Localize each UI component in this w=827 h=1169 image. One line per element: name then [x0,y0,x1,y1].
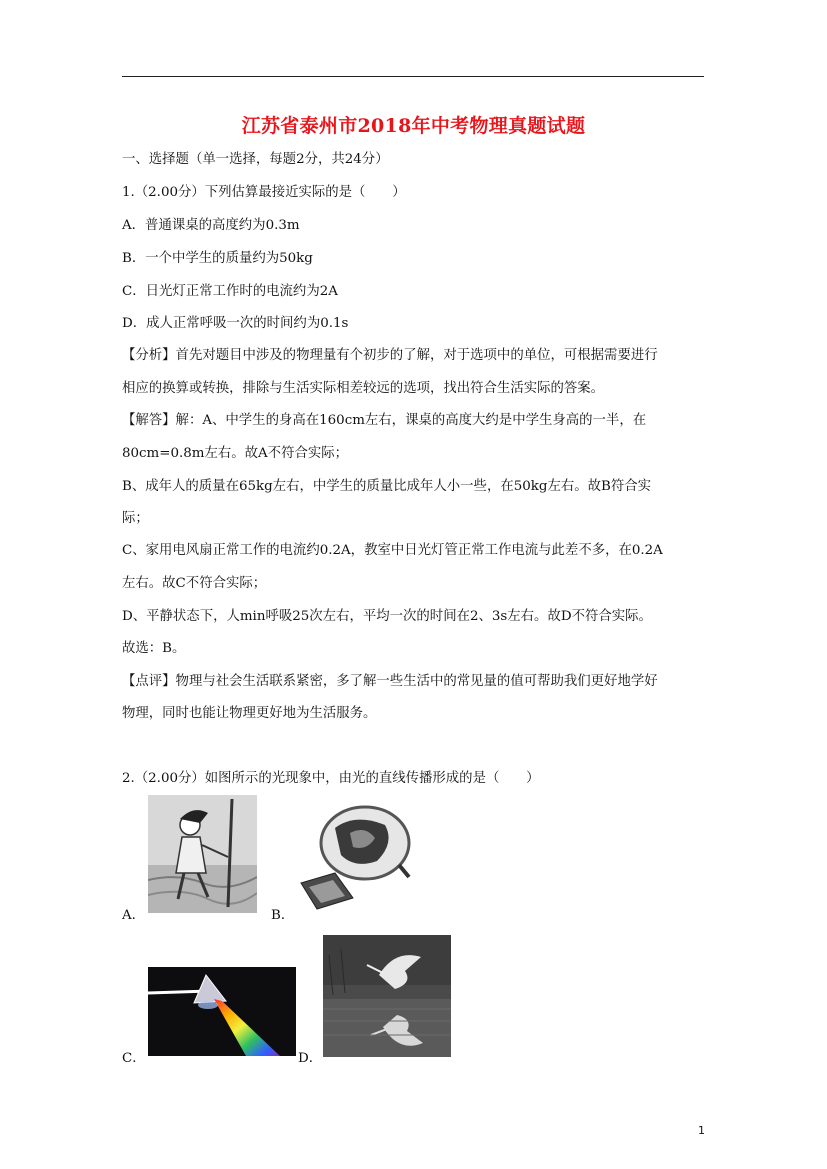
q1-solution-line: C、家用电风扇正常工作的电流约0.2A，教室中日光灯管正常工作电流与此差不多，在0.2A [122,543,663,558]
section-heading: 一、选择题（单一选择，每题2分，共24分） [122,152,389,167]
q2-image-a [148,795,257,913]
q1-solution-line: 左右。故C不符合实际； [122,576,267,591]
q2-image-b [295,803,415,913]
q2-label-c: C． [122,1051,146,1066]
q1-solution-line: 80cm=0.8m左右。故A不符合实际； [122,446,349,461]
q2-label-d: D． [298,1051,323,1066]
q1-stem: 1.（2.00分）下列估算最接近实际的是（ ） [122,185,406,200]
q2-label-b: B． [271,908,295,923]
q1-analysis-line: 【分析】首先对题目中涉及的物理量有个初步的了解，对于选项中的单位，可根据需要进行 [122,348,658,363]
header-rule [122,76,704,77]
q2-image-d [323,935,451,1057]
q2-image-c [148,967,296,1056]
q1-option-c: C．日光灯正常工作时的电流约为2A [122,284,338,299]
q1-option-a: A．普通课桌的高度约为0.3m [122,218,300,233]
q1-comment-line: 物理，同时也能让物理更好地为生活服务。 [122,706,377,721]
q1-option-b: B．一个中学生的质量约为50kg [122,251,313,266]
page-title: 江苏省泰州市2018年中考物理真题试题 [241,115,586,137]
q1-analysis-line: 相应的换算或转换，排除与生活实际相差较远的选项，找出符合生活实际的答案。 [122,381,605,396]
q1-option-d: D．成人正常呼吸一次的时间约为0.1s [122,316,349,331]
q2-label-a: A． [122,908,146,923]
q1-solution-line: 【解答】解：A、中学生的身高在160cm左右，课桌的高度大约是中学生身高的一半，在 [122,413,647,428]
q1-solution-line: B、成年人的质量在65kg左右，中学生的质量比成年人小一些，在50kg左右。故B符合实 [122,479,652,494]
page-number: 1 [698,1124,705,1137]
q1-solution-line: 际； [122,511,149,526]
q2-stem: 2.（2.00分）如图所示的光现象中，由光的直线传播形成的是（ ） [122,771,540,786]
q1-comment-line: 【点评】物理与社会生活联系紧密，多了解一些生活中的常见量的值可帮助我们更好地学好 [122,674,658,689]
q1-solution-line: D、平静状态下，人min呼吸25次左右，平均一次的时间在2、3s左右。故D不符合实际。 [122,609,652,624]
q1-answer: 故选：B。 [122,641,186,656]
